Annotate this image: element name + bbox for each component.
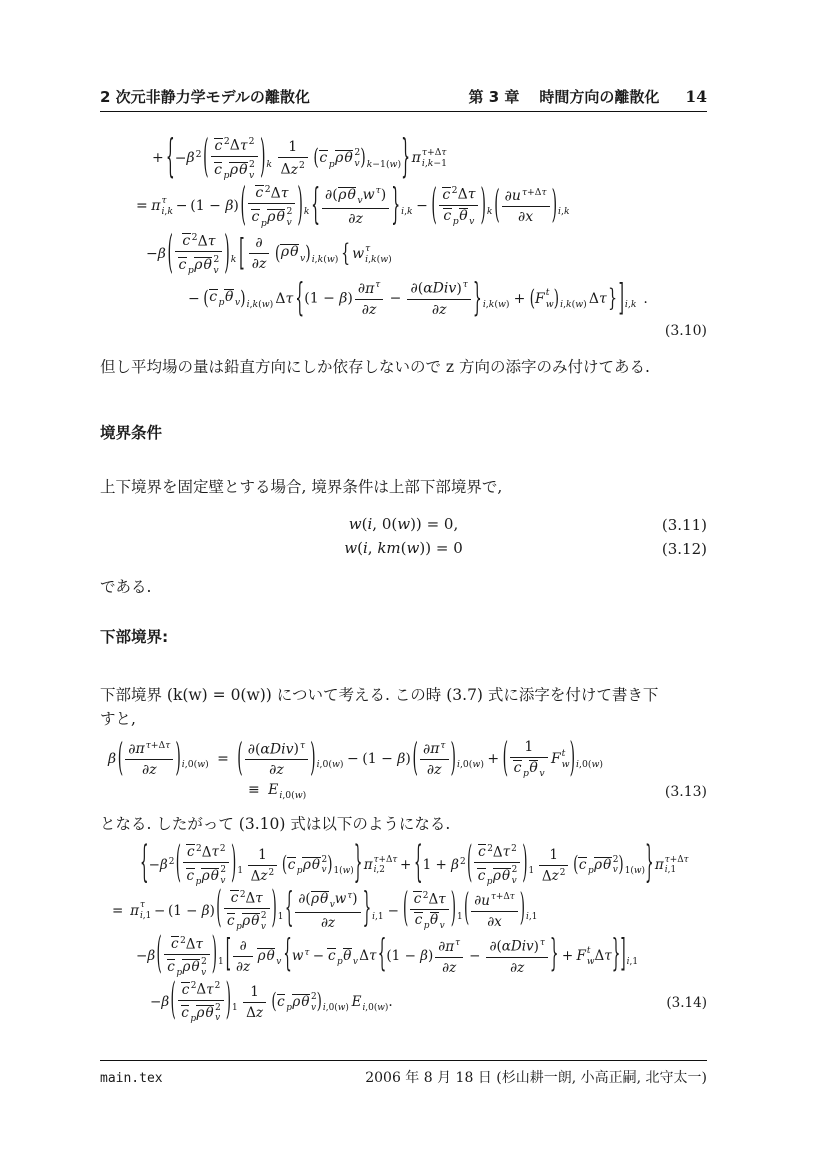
paragraph-lower-line2: すと, [100,709,136,728]
equation-3-11: w(i, 0(w)) = 0, (3.11) [348,514,707,534]
paragraph-lower-line1: 下部境界 (k(w) = 0(w)) について考える. この時 (3.7) 式に添字を付けて書き下 [100,685,659,704]
page-header [100,86,707,107]
paragraph-tonaru: となる. したがって (3.10) 式は以下のようになる. [100,815,451,834]
footer-filename: main.tex [100,1071,163,1086]
paragraph-after-eq310: 但し平均場の量は鉛直方向にしか依存しないので z 方向の添字のみ付けてある. [100,357,650,376]
equation-3-13: β ( $\frac{\partial\pi^{\tau+\Delta\tau}}{\partial z}$ ) $_{i,0(w)}$ = ( $\frac{\partial(\alpha Div)^\tau}{\partial z}$ ) $_{i,0(w)}$ − (1 − β) ( $\frac{\partial\pi^\tau}{\partial z}$ ) $_{i,0(w)}$ + ( $\frac{1}{c _p\theta _v}$ F t w ) $_{i,0(w)}$ ≡ $E_{i,0(w)}$ (3.13) [108,736,707,802]
footer-date: 2006 年 8 月 18 日 (杉山耕一朗, 小高正嗣, 北守太一) [365,1070,707,1086]
heading-lower-boundary: 下部境界: [100,627,169,646]
header-chapter-group [469,86,707,107]
equation-3-12: w(i, km(w)) = 0 (3.12) [344,538,707,558]
header-rule [100,111,707,112]
header-running-title: 2 次元非静力学モデルの離散化 [100,88,310,106]
page-body [100,0,707,1027]
page-footer [100,1056,707,1087]
paragraph-boundary-intro: 上下境界を固定壁とする場合, 境界条件は上部下部境界で, [100,477,503,496]
paragraph-lower-boundary [100,683,707,731]
header-section-title: 時間方向の離散化 [539,88,660,106]
page-number: 14 [685,87,707,106]
equation-3-10: + { $-\beta^2$ ( c $^2\Delta\tau^2$ c $_p$ρθ 2 v ) $_k$ $\frac{1}{\Delta z^2}$ ( c $_p$ρθ 2 v ) $_{k-1(w)}$ } π τ+Δτ i,k−1 = π τ i,k − (1 − β) ( c $^2$Δτ c $_p$ρθ 2 v ) $_k$ { $\frac{\partial(\rho\theta _vw^\tau)}{\partial z}$ } $_{i,k}$ − ( $\frac{c ^2\Delta\tau}{c _p\theta _v}$ ) $_k$ ( $\frac{\partial u^{\tau+\Delta\tau}}{\partial x}$ ) $_{i,k}$ −β ( c $^2$Δτ c $_p$ρθ 2 v ) $_k$ [ $\frac{\partial}{\partial z}$ ( ρθ $_v$ ) $_{i,k(w)}$ { w τ i,k(w) − ( c $_p$θ $_v$ ) $_{i,k(w)}$ Δτ { (1 − β) $\frac{\partial\pi^\tau}{\partial z}$ − $\frac{\partial(\alpha Div)^\tau}{\partial z}$ } $_{i,k(w)}$ + ( F t w ) $_{i,k(w)}$ $\Delta\tau\}]_{i,k}$ . (3.10) [136,132,707,339]
heading-boundary-conditions: 境界条件 [100,423,163,442]
paragraph-dearu: である. [100,577,152,596]
footer-rule [100,1060,707,1061]
header-chapter: 第 3 章 [468,88,520,106]
equation-3-14: { $-\beta^2$ ( c $^2\Delta\tau^2$ c $_p$ρθ 2 v ) $_1$ $\frac{1}{\Delta z^2}$ ( c $_p$ρθ 2 v ) $_{1(w)}$ } π τ+Δτ i,2 + { $1 + \beta^2$ ( c $^2\Delta\tau^2$ c $_p$ρθ 2 v ) $_1$ $\frac{1}{\Delta z^2}$ ( c $_p$ρθ 2 v ) $_{1(w)}$ } π τ+Δτ i,1 = π τ i,1 − (1 − β) ( c $^2$Δτ c $_p$ρθ 2 v ) $_1$ { $\frac{\partial(\rho\theta _vw^\tau)}{\partial z}$ } $_{i,1}$ − ( $\frac{c ^2\Delta\tau}{c _p\theta _v}$ ) $_1$ ( $\frac{\partial u^{\tau+\Delta\tau}}{\partial x}$ ) $_{i,1}$ −β ( c $^2$Δτ c $_p$ρθ 2 v ) $_1$ [ $\frac{\partial}{\partial z}$ ρθ $_v$ { $w^\tau - c$ $_p$θ $_v$Δτ { (1 − β) $\frac{\partial\pi^\tau}{\partial z}$ − $\frac{\partial(\alpha Div)^\tau}{\partial z}$ } + F t w Δτ } ] $_{i,1}$ −β ( c $^2\Delta\tau^2$ c $_p$ρθ 2 v ) $_1$ $\frac{1}{\Delta z}$ ( c $_p$ρθ 2 v ) $_{i,0(w)}$ $E_{i,0(w)}$. (3.14) [112,837,707,1026]
footer-row [100,1067,707,1087]
